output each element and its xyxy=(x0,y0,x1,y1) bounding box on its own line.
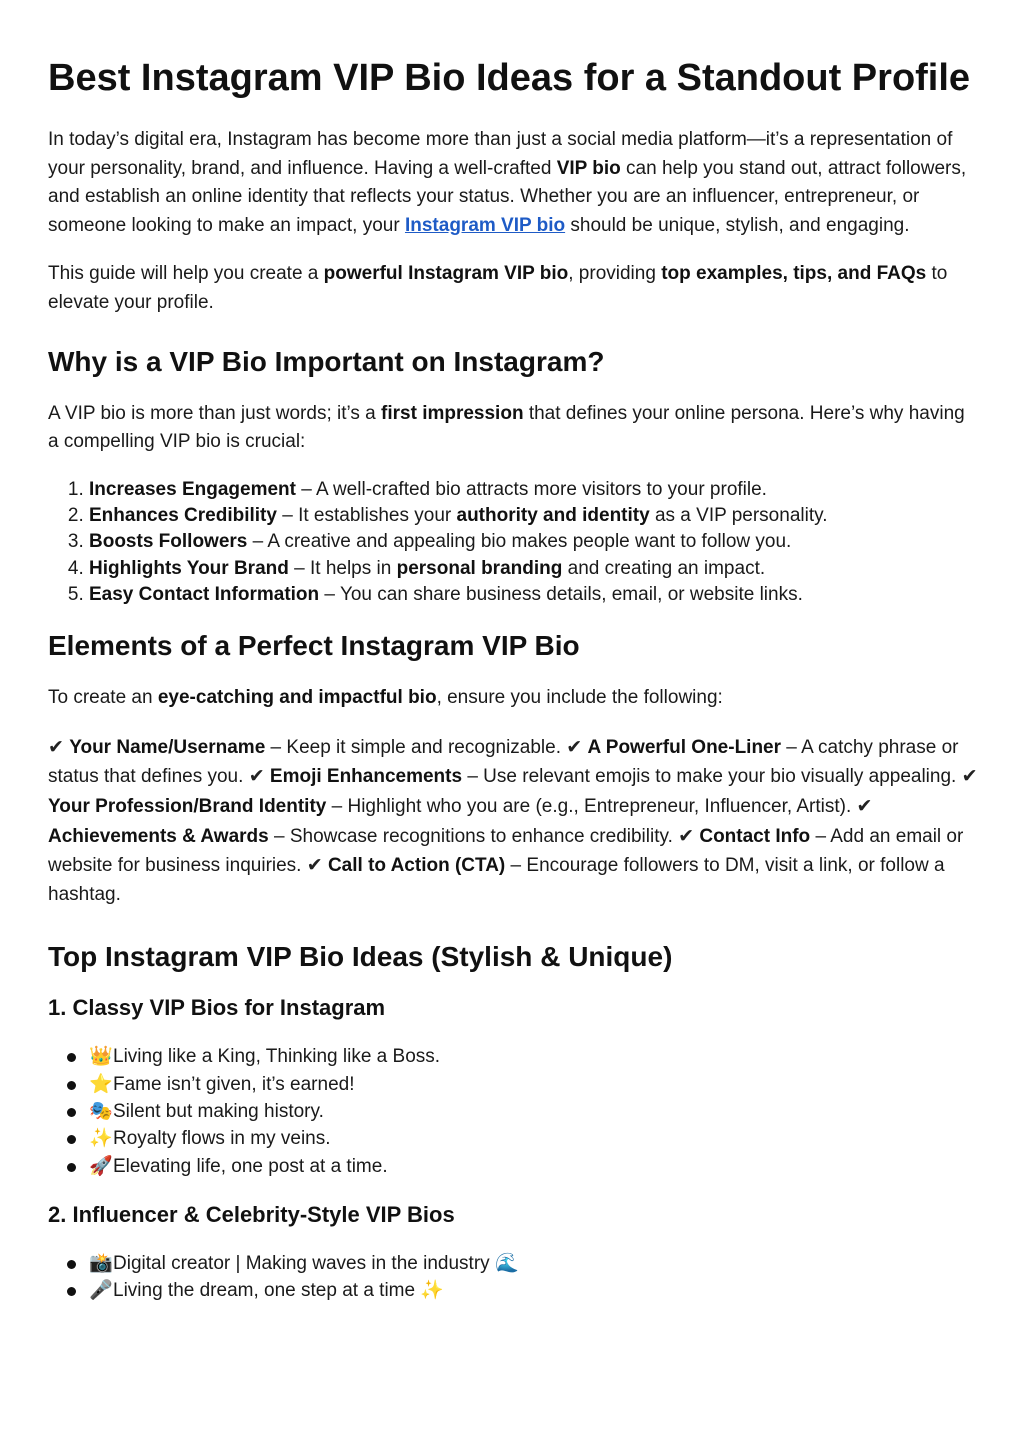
elements-text-2: , ensure you include the following: xyxy=(436,687,723,709)
bio-text: Living like a King, Thinking like a Boss. xyxy=(113,1046,441,1068)
check-icon: ✔ xyxy=(248,765,265,788)
bio-text: Living the dream, one step at a time xyxy=(113,1280,421,1302)
element-title: Your Profession/Brand Identity xyxy=(48,796,327,818)
list-item xyxy=(89,1277,980,1304)
element-title: A Powerful One-Liner xyxy=(587,736,782,758)
intro-text-3: should be unique, stylish, and engaging. xyxy=(565,214,910,236)
elements-text-1: To create an xyxy=(48,687,158,709)
bio-text: Elevating life, one post at a time. xyxy=(113,1155,388,1177)
influencer-bios-list xyxy=(48,1250,980,1305)
element-text: – A catchy phrase or status that defines you. xyxy=(48,736,959,788)
intro-text-1: In today’s digital era, Instagram has become more than just a social media platform—it’s a representation of your personality, brand, and influence. Having a well-crafted xyxy=(48,129,953,179)
guide-bold-2: top examples, tips, and FAQs xyxy=(661,263,927,285)
element-title: Contact Info xyxy=(699,825,811,847)
list-item-text: – A creative and appealing bio makes people want to follow you. xyxy=(247,531,792,553)
element-text: – Highlight who you are (e.g., Entrepreneur, Influencer, Artist). xyxy=(326,796,857,818)
check-icon: ✔ xyxy=(48,735,64,758)
list-item-text: – You can share business details, email, or website links. xyxy=(319,583,803,605)
check-icon: ✔ xyxy=(961,765,978,788)
list-item xyxy=(89,1071,980,1098)
list-item xyxy=(89,582,980,608)
element-text: – Keep it simple and recognizable. xyxy=(265,736,567,758)
why-bold-1: first impression xyxy=(381,402,524,424)
check-icon: ✔ xyxy=(678,824,695,847)
element-title: Call to Action (CTA) xyxy=(327,855,506,877)
list-item-text: – It helps in xyxy=(288,557,397,579)
intro-paragraph xyxy=(48,126,980,240)
list-item-bold: personal branding xyxy=(396,557,563,579)
check-icon: ✔ xyxy=(306,854,323,877)
element-title: Your Name/Username xyxy=(69,736,266,758)
instagram-vip-bio-link[interactable]: Instagram VIP bio xyxy=(404,214,566,236)
list-item xyxy=(89,529,980,555)
element-text: – Showcase recognitions to enhance credibility. xyxy=(268,825,679,847)
bio-text: Digital creator | Making waves in the industry xyxy=(113,1252,495,1274)
star-icon: ⭐ xyxy=(89,1072,113,1095)
influencer-bios-heading: 2. Influencer & Celebrity-Style VIP Bios xyxy=(48,1201,455,1227)
list-item xyxy=(89,556,980,582)
elements-bold-1: eye-catching and impactful bio xyxy=(157,687,437,709)
crown-icon: 👑 xyxy=(89,1045,113,1068)
elements-intro xyxy=(48,684,980,713)
classy-bios-list xyxy=(48,1043,980,1179)
element-text: – Add an email or website for business inquiries. xyxy=(48,825,964,877)
list-item xyxy=(89,1043,980,1070)
why-text-2: that defines your online persona. Here’s why having a compelling VIP bio is crucial: xyxy=(48,402,965,453)
element-title: Achievements & Awards xyxy=(48,825,269,847)
list-item-text: – A well-crafted bio attracts more visitors to your profile. xyxy=(295,478,767,500)
elements-checklist xyxy=(48,733,980,910)
bio-text: Royalty flows in my veins. xyxy=(113,1128,331,1150)
bio-text: Silent but making history. xyxy=(113,1100,324,1122)
check-icon: ✔ xyxy=(566,735,583,758)
list-item-title: Enhances Credibility xyxy=(89,505,277,527)
sparkles-icon: ✨ xyxy=(420,1279,445,1302)
element-text: – Use relevant emojis to make your bio visually appealing. xyxy=(462,766,962,788)
bio-text: Fame isn’t given, it’s earned! xyxy=(113,1073,355,1095)
why-list xyxy=(48,477,980,608)
element-text: – Encourage followers to DM, visit a link, or follow a hashtag. xyxy=(48,855,945,905)
list-item xyxy=(89,1098,980,1125)
camera-flash-icon: 📸 xyxy=(89,1251,113,1274)
sparkles-icon: ✨ xyxy=(89,1127,113,1150)
article xyxy=(48,52,980,1304)
guide-text-2: , providing xyxy=(568,263,662,285)
top-ideas-heading: Top Instagram VIP Bio Ideas (Stylish & Unique) xyxy=(48,941,673,973)
rocket-icon: 🚀 xyxy=(89,1154,113,1177)
theater-masks-icon: 🎭 xyxy=(89,1099,113,1122)
intro-text-2: can help you stand out, attract followers, and establish an online identity that reflects your status. Whether you are an influencer, entrepreneur, or someone looking to make an impact, your xyxy=(48,157,967,236)
list-item-title: Boosts Followers xyxy=(89,531,248,553)
list-item-bold: authority and identity xyxy=(456,505,650,527)
page-title: Best Instagram VIP Bio Ideas for a Standout Profile xyxy=(48,57,971,99)
why-paragraph xyxy=(48,400,980,457)
guide-bold-1: powerful Instagram VIP bio xyxy=(323,263,569,285)
classy-bios-heading: 1. Classy VIP Bios for Instagram xyxy=(48,995,386,1021)
list-item xyxy=(89,1125,980,1152)
list-item xyxy=(89,477,980,503)
element-title: Emoji Enhancements xyxy=(269,766,463,788)
list-item-title: Highlights Your Brand xyxy=(89,557,289,579)
check-icon: ✔ xyxy=(856,795,873,818)
list-item-title: Easy Contact Information xyxy=(89,583,320,605)
list-item xyxy=(89,1250,980,1277)
elements-heading: Elements of a Perfect Instagram VIP Bio xyxy=(48,630,580,662)
why-heading: Why is a VIP Bio Important on Instagram? xyxy=(48,345,605,377)
list-item-text: as a VIP personality. xyxy=(649,505,828,527)
list-item-text: – It establishes your xyxy=(276,505,457,527)
guide-text-1: This guide will help you create a xyxy=(48,263,324,285)
intro-bold-vip-bio: VIP bio xyxy=(556,157,621,179)
microphone-icon: 🎤 xyxy=(89,1279,113,1302)
guide-paragraph xyxy=(48,260,980,317)
list-item-text: and creating an impact. xyxy=(562,557,766,579)
guide-text-3: to elevate your profile. xyxy=(48,263,948,313)
why-text-1: A VIP bio is more than just words; it’s a xyxy=(48,402,382,424)
list-item xyxy=(89,1153,980,1180)
list-item xyxy=(89,503,980,529)
wave-icon: 🌊 xyxy=(494,1251,519,1274)
list-item-title: Increases Engagement xyxy=(89,478,296,500)
